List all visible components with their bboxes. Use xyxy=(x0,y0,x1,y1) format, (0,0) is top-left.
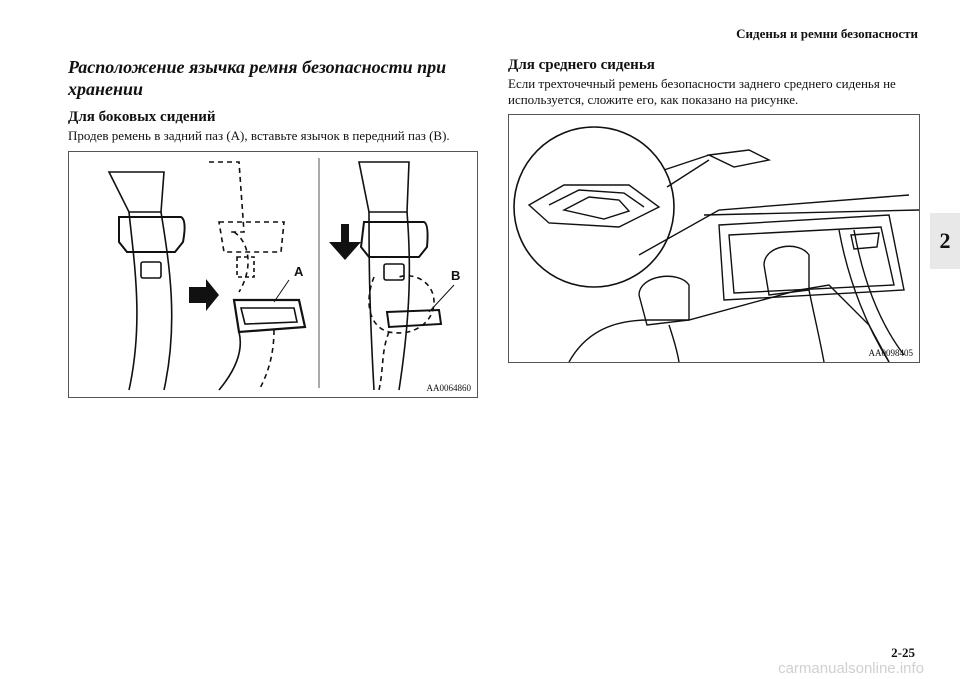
chapter-tab[interactable] xyxy=(930,213,960,269)
page-number: 2-25 xyxy=(891,645,915,660)
middle-seat-heading: Для среднего сиденья xyxy=(508,57,655,73)
side-seat-belt-figure xyxy=(68,151,478,398)
section-title: Расположение язычка ремня безопасности при хранении xyxy=(68,57,447,99)
label-slot-a: A xyxy=(294,264,304,279)
middle-seat-illustration xyxy=(509,115,919,362)
side-seats-heading: Для боковых сидений xyxy=(68,109,216,125)
chapter-number: 2 xyxy=(939,228,951,253)
right-column xyxy=(508,56,918,108)
side-seats-text: Продев ремень в задний паз (A), вставьте язычок в передний паз (B). xyxy=(68,128,450,143)
section-header: Сиденья и ремни безопасности xyxy=(736,26,918,41)
figure-code-right: AA0098405 xyxy=(868,348,913,358)
watermark: carmanualsonline.info xyxy=(778,660,924,677)
middle-seat-belt-figure xyxy=(508,114,920,363)
middle-seat-text: Если трехточечный ремень безопасности заднего среднего сиденья не используется, сложите его, как показано на рисунке. xyxy=(508,76,896,107)
side-seat-illustration xyxy=(69,152,477,397)
figure-code-left: AA0064860 xyxy=(426,383,471,393)
left-column xyxy=(68,56,478,144)
label-slot-b: B xyxy=(451,268,461,283)
